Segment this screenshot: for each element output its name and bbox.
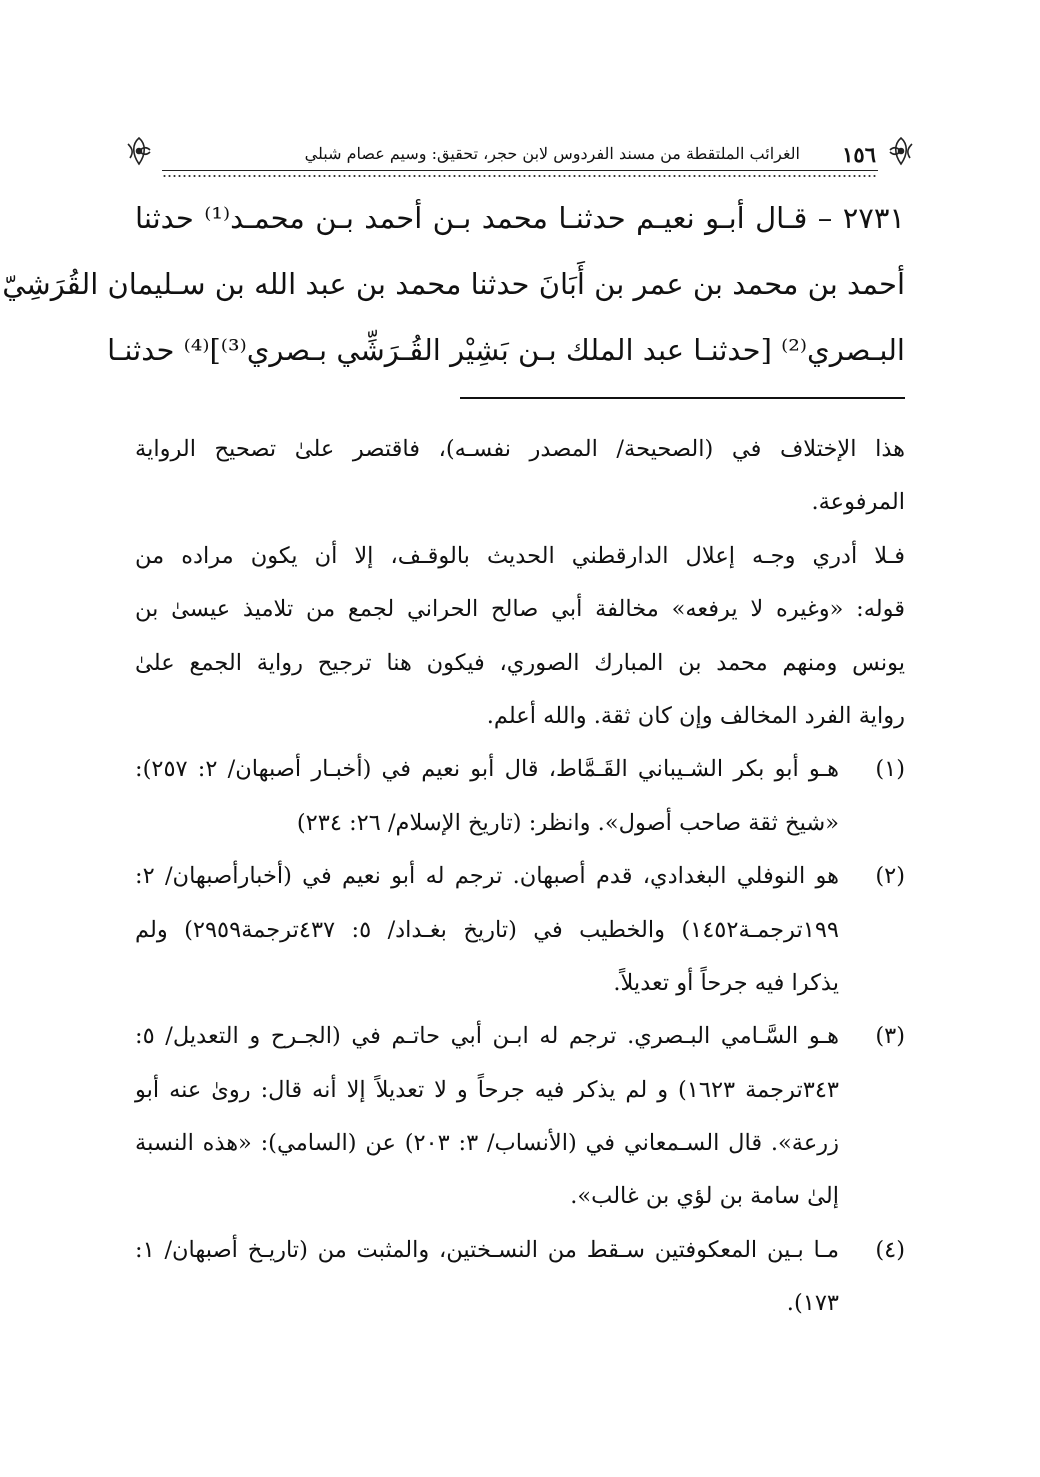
footnote-separator (460, 397, 905, 399)
note-line: يونس ومنهم محمد بن المبارك الصوري، فيكون هنا ترجيح رواية الجمع علىٰ (135, 649, 905, 676)
continued-note (135, 423, 905, 743)
footnote-1 (135, 743, 905, 850)
footnote-line: يذكرا فيه جرحاً أو تعديلاً. (613, 969, 839, 996)
hadith-line: أحمد بن محمد بن عمر بن أَبَانَ حدثنا محمد بن عبد الله بن سـليمان القُرَشِيّ (2, 267, 905, 301)
note-line: المرفوعة. (811, 489, 905, 516)
footnote-line: ٣٤٣ترجمة ١٦٢٣) و لم يذكر فيه جرحاً و لا تعديلاً إلا أنه قال: روىٰ عنه أبو (135, 1076, 840, 1103)
note-line: رواية الفرد المخالف وإن كان ثقة. والله أعلم. (486, 702, 905, 729)
header-rule (162, 170, 878, 171)
floral-ornament-icon (122, 134, 156, 168)
running-header-title: الغرائب الملتقطة من مسند الفردوس لابن حجر، تحقيق: وسيم عصام شبلي (304, 144, 800, 163)
footnote-3 (135, 1010, 905, 1224)
header-dotted-border (162, 174, 878, 178)
note-line: فـلا أدري وجـه إعلال الدارقطني الحديث بالوقـف، إلا أن يكون مراده من (135, 542, 905, 569)
footnote-4 (135, 1224, 905, 1331)
floral-ornament-icon (884, 134, 918, 168)
hadith-text (2, 185, 905, 383)
footnote-line: إلىٰ سامة بن لؤي بن غالب». (570, 1183, 839, 1210)
page-header (122, 128, 918, 180)
footnote-line: زرعة». قال السـمعاني في (الأنساب/ ٣: ٢٠٣) عن (السامي): «هذه النسبة (135, 1130, 839, 1157)
footnote-number: (٣) (875, 1023, 905, 1050)
page-number: ١٥٦ (842, 142, 876, 167)
footnote-line: هـو أبو بكر الشـيباني القَـمَّاط، قال أبو نعيم في (أخبـار أصبهان/ ٢: ٢٥٧): (135, 756, 840, 783)
footnote-2 (135, 850, 905, 1010)
footnote-number: (٤) (875, 1236, 905, 1263)
footnote-line: «شيخ ثقة صاحب أصول». وانظر: (تاريخ الإسلام/ ٢٦: ٢٣٤) (296, 809, 839, 836)
footnote-number: (١) (875, 756, 905, 783)
hadith-line: ٢٧٣١ – قـال أبـو نعيـم حدثنـا محمد بـن أحمد بـن محمـد⁽¹⁾ حدثنا (135, 201, 905, 235)
footnote-line: ١٩٩ترجمـة١٤٥٢) والخطيب في (تاريخ بغـداد/ ٥: ٤٣٧ترجمة٢٩٥٩) ولم (135, 916, 839, 943)
note-line: هذا الإختلاف في (الصحيحة/ المصدر نفسـه)، فاقتصر علىٰ تصحيح الرواية (135, 436, 905, 462)
hadith-line: البـصري⁽²⁾ [حدثنـا عبد الملك بـن بَشِيْر القُـرَشِّي بـصري⁽³⁾]⁽⁴⁾ حدثنـا (107, 333, 905, 367)
note-line: قوله: «وغيره لا يرفعه» مخالفة أبي صالح الحراني لجمع من تلاميذ عيسىٰ بن (135, 596, 905, 623)
footnote-line: هو النوفلي البغدادي، قدم أصبهان. ترجم له أبو نعيم في (أخبارأصبهان/ ٢: (135, 863, 839, 890)
footnote-line: مـا بـين المعكوفتين سـقط من النسـختين، والمثبت من (تاريـخ أصبهان/ ١: (135, 1236, 839, 1263)
footnote-line: ١٧٣). (786, 1290, 839, 1317)
footnote-number: (٢) (875, 863, 905, 890)
footnotes-section (135, 423, 905, 1331)
footnote-line: هـو السَّـامي البـصري. ترجم له ابـن أبي حاتـم في (الجـرح و التعديل/ ٥: (135, 1023, 839, 1050)
